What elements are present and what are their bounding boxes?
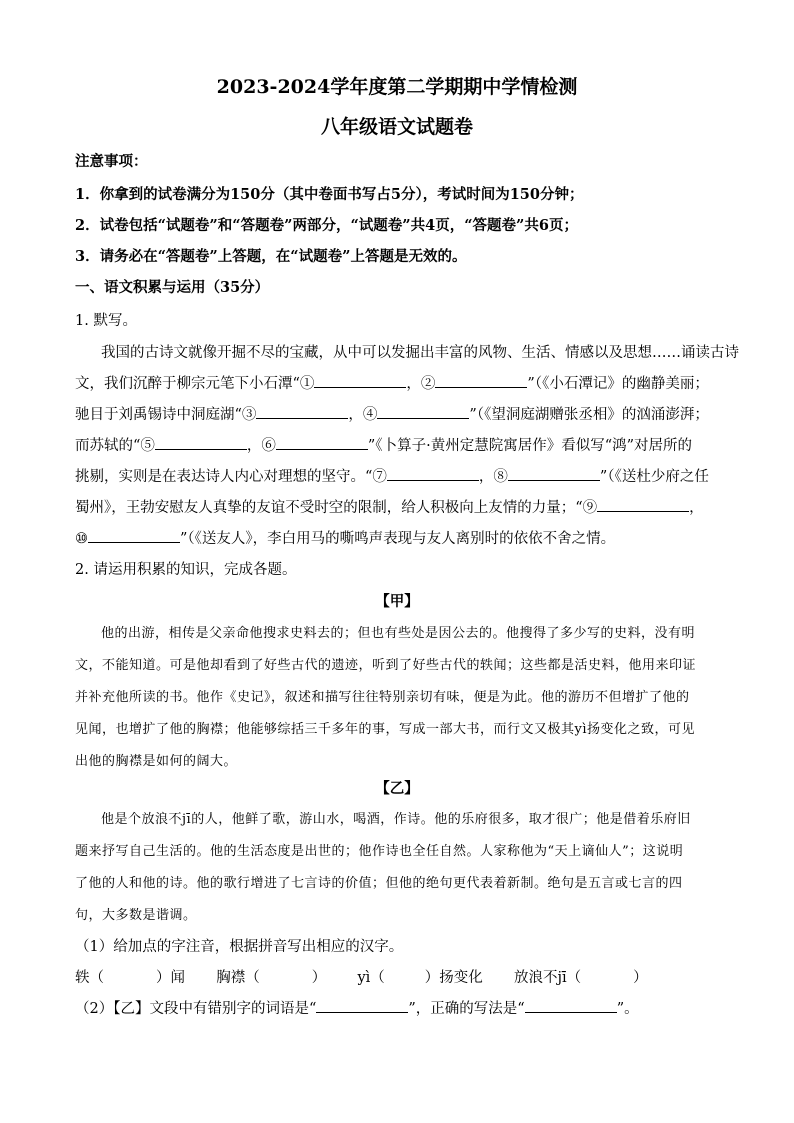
passage-jia-line: 出他的胸襟是如何的阔大。 bbox=[75, 754, 238, 769]
pinyin-item: ）闻 bbox=[156, 970, 185, 986]
passage-jia-line: 见闻，也增扩了他的胸襟；他能够综括三千多年的事，写成一部大书，而行文又极其yì扬变化之致，可见 bbox=[75, 722, 696, 737]
notice-item: 1．你拿到的试卷满分为150分（其中卷面书写占5分），考试时间为150分钟； bbox=[75, 186, 584, 203]
q1-text-line: 我国的古诗文就像开掘不尽的宝藏，从中可以发掘出丰富的风物、生活、情感以及思想……诵读古诗 bbox=[101, 345, 739, 361]
q1-text: ”（《小石潭记》的幽静美丽； bbox=[527, 376, 709, 392]
passage-yi-line: 题来抒写自己生活的。他的生活态度是出世的；他作诗也全任自然。人家称他为“天上谪仙人”；这说明 bbox=[75, 844, 684, 859]
q1-text-line bbox=[75, 434, 692, 455]
q1-text: ，⑧ bbox=[478, 469, 508, 485]
subquestion-1: （1）给加点的字注音，根据拼音写出相应的汉字。 bbox=[75, 939, 404, 955]
pinyin-item: ） bbox=[311, 970, 327, 986]
notice-item: 3．请务必在“答题卷”上答题，在“试题卷”上答题是无效的。 bbox=[75, 248, 467, 265]
passage-jia-label: 【甲】 bbox=[375, 593, 419, 610]
q1-text: ”（《送杜少府之任 bbox=[599, 469, 709, 485]
pinyin-item: 放浪不jī（ bbox=[514, 970, 582, 986]
q1-text-line bbox=[75, 496, 704, 517]
q1-text: ，② bbox=[406, 376, 436, 392]
passage-jia-line: 文，不能知道。可是他却看到了好些古代的遗迹，听到了好些古代的轶闻；这些都是活史料，他用来印证 bbox=[75, 658, 697, 673]
pinyin-item: yì（ bbox=[357, 970, 385, 986]
sub2-text: ”，正确的写法是“ bbox=[408, 1001, 525, 1017]
answer-blank-8[interactable] bbox=[508, 465, 600, 481]
passage-yi-label: 【乙】 bbox=[375, 780, 419, 797]
q1-text-line bbox=[75, 465, 709, 486]
section-heading: 一、语文积累与运用（35分） bbox=[75, 279, 270, 296]
sub2-text: ”。 bbox=[616, 1001, 639, 1017]
subquestion-2 bbox=[75, 997, 639, 1018]
wrong-word-blank[interactable] bbox=[316, 997, 408, 1013]
q1-text: ，④ bbox=[348, 407, 378, 423]
passage-yi-line: 他是个放浪不jī的人，他鲜了歌，游山水，喝酒，作诗。他的乐府很多，取才很广；他是借着乐府旧 bbox=[101, 812, 691, 827]
q1-text: 驰目于刘禹锡诗中洞庭湖“③ bbox=[75, 407, 257, 423]
passage-jia-line: 他的出游，相传是父亲命他搜求史料去的；但也有些处是因公去的。他搜得了多少写的史料，没有明 bbox=[101, 626, 696, 641]
question-2-label: 2. 请运用积累的知识，完成各题。 bbox=[75, 562, 297, 578]
notice-heading: 注意事项： bbox=[75, 153, 148, 170]
notice-item: 2．试卷包括“试题卷”和“答题卷”两部分，“试题卷”共4页，“答题卷”共6页； bbox=[75, 217, 578, 234]
q1-text: 挑剔，实则是在表达诗人内心对理想的坚守。“⑦ bbox=[75, 469, 387, 485]
passage-yi-line: 句，大多数是谐调。 bbox=[75, 908, 197, 923]
subquestion-1-items bbox=[75, 966, 648, 987]
exam-title: 2023-2024学年度第二学期期中学情检测 bbox=[216, 76, 578, 98]
answer-blank-1[interactable] bbox=[314, 372, 406, 388]
answer-blank-3[interactable] bbox=[256, 403, 348, 419]
question-1-label: 1. 默写。 bbox=[75, 313, 137, 329]
pinyin-item: ）扬变化 bbox=[424, 970, 483, 986]
q1-text: 文，我们沉醉于柳宗元笔下小石潭“① bbox=[75, 376, 315, 392]
q1-text-line bbox=[75, 403, 709, 424]
answer-blank-2[interactable] bbox=[435, 372, 527, 388]
correct-word-blank[interactable] bbox=[525, 997, 617, 1013]
q1-text: ”《卜算子·黄州定慧院寓居作》看似写“鸿”对居所的 bbox=[367, 438, 693, 454]
q1-text: ，⑥ bbox=[246, 438, 276, 454]
q1-text: ⑩ bbox=[75, 531, 88, 547]
answer-blank-4[interactable] bbox=[377, 403, 469, 419]
sub2-text: （2）【乙】文段中有错别字的词语是“ bbox=[75, 1001, 317, 1017]
q1-text: ， bbox=[689, 500, 704, 516]
answer-blank-7[interactable] bbox=[387, 465, 479, 481]
q1-text: 蜀州》，王勃安慰友人真挚的友谊不受时空的限制，给人积极向上友情的力量；“⑨ bbox=[75, 500, 598, 516]
passage-yi-line: 了他的人和他的诗。他的歌行增进了七言诗的价值；但他的绝句更代表着新制。绝句是五言或七言的四 bbox=[75, 876, 683, 891]
q1-text-line bbox=[75, 372, 709, 393]
pinyin-item: 轶（ bbox=[75, 970, 104, 986]
pinyin-item: 胸襟（ bbox=[216, 970, 260, 986]
answer-blank-5[interactable] bbox=[155, 434, 247, 450]
answer-blank-10[interactable] bbox=[88, 527, 180, 543]
pinyin-item: ） bbox=[633, 970, 648, 986]
q1-text: 而苏轼的“⑤ bbox=[75, 438, 155, 454]
answer-blank-9[interactable] bbox=[597, 496, 689, 512]
q1-text-line bbox=[75, 527, 615, 548]
passage-jia-line: 并补充他所读的书。他作《史记》，叙述和描写往往特别亲切有味，便是为此。他的游历不但增扩了他的 bbox=[75, 690, 690, 705]
q1-text: ”（《送友人》，李白用马的嘶鸣声表现与友人离别时的依依不舍之情。 bbox=[180, 531, 616, 547]
q1-text: ”（《望洞庭湖赠张丞相》的汹涌澎湃； bbox=[469, 407, 709, 423]
exam-subtitle: 八年级语文试题卷 bbox=[320, 116, 473, 138]
answer-blank-6[interactable] bbox=[276, 434, 368, 450]
